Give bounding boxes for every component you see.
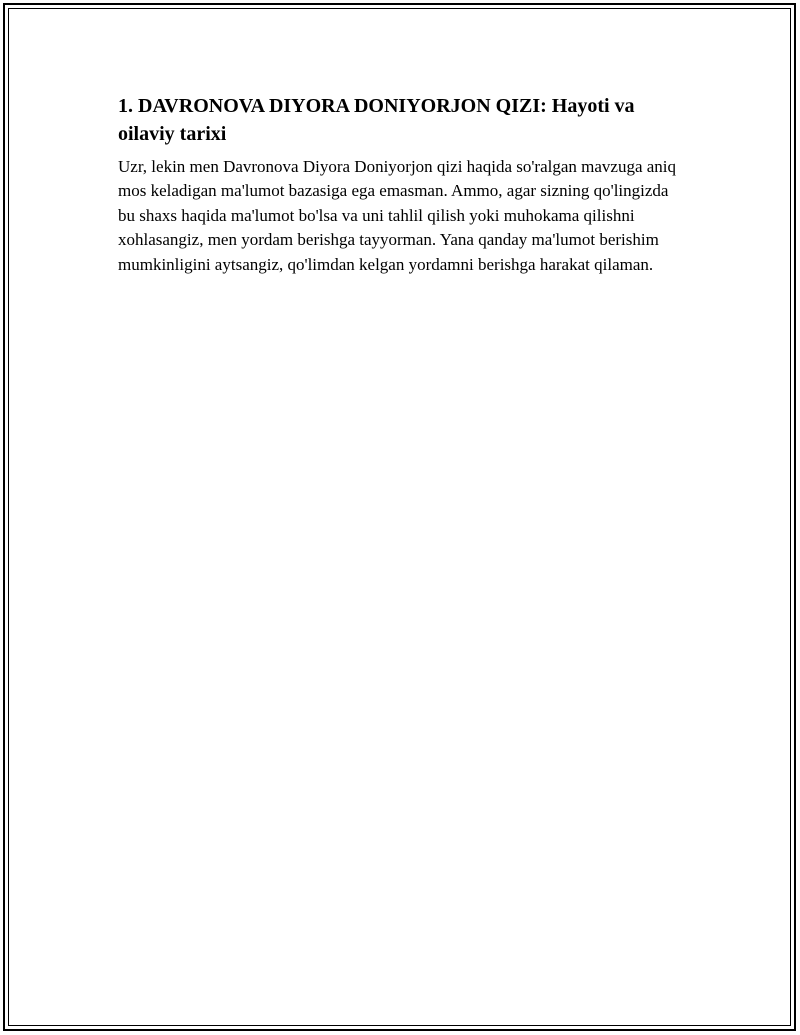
section-heading: 1. DAVRONOVA DIYORA DONIYORJON QIZI: Hayoti va oilaviy tarixi: [118, 95, 635, 145]
document-content: [118, 92, 688, 277]
body-paragraph: Uzr, lekin men Davronova Diyora Doniyorjon qizi haqida so'ralgan mavzuga aniq mos keladigan ma'lumot bazasiga ega emasman. Ammo, agar sizning qo'lingizda bu shaxs haqida ma'lumot bo'lsa va uni tahlil qilish yoki muhokama qilishni xohlasangiz, men yordam berishga tayyorman. Yana qanday ma'lumot berishim mumkinligini aytsangiz, qo'limdan kelgan yordamni berishga harakat qilaman.: [118, 157, 677, 274]
